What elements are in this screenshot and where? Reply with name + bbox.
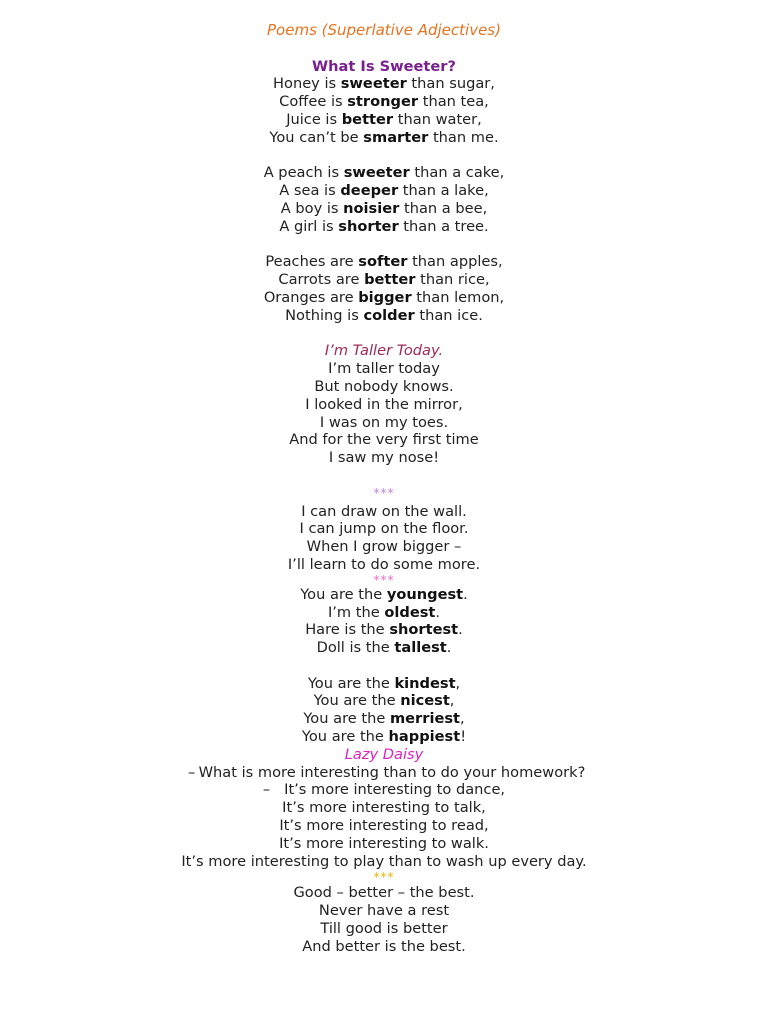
poem-line: You are the merriest,	[303, 710, 465, 728]
poem-line: I was on my toes.	[319, 413, 449, 431]
poem-line: When I grow bigger –	[306, 538, 462, 556]
poem-line: It’s more interesting to talk,	[282, 799, 486, 817]
poem-line: You are the youngest.	[300, 585, 468, 603]
poem-line: It’s more interesting to read,	[279, 817, 489, 835]
poem-line: I’m taller today	[328, 360, 440, 378]
poem-line: A boy is noisier than a bee,	[280, 199, 488, 217]
spacer	[0, 657, 768, 675]
poem-line: Peaches are softer than apples,	[265, 253, 503, 271]
poem-line-dialogue: – What is more interesting than to do your homework?	[188, 763, 586, 781]
spacer	[0, 236, 768, 254]
poem-line: It’s more interesting to walk.	[279, 834, 489, 852]
poem-line: Honey is sweeter than sugar,	[273, 75, 495, 93]
poem-line: I’ll learn to do some more.	[287, 555, 481, 573]
poem-line: A girl is shorter than a tree.	[279, 217, 489, 235]
poem-line: I can draw on the wall.	[301, 502, 467, 520]
poem-line: I’m the oldest.	[327, 603, 441, 621]
poem-line: You are the kindest,	[307, 674, 461, 692]
poem-line: Nothing is colder than ice.	[285, 306, 483, 324]
stars-divider: ***	[373, 572, 395, 587]
poem-line: Coffee is stronger than tea,	[279, 93, 489, 111]
poem-line: You are the happiest!	[301, 728, 467, 746]
poem-line: Till good is better	[320, 920, 448, 938]
dash-marker: –	[188, 763, 196, 781]
document-title: Poems (Superlative Adjectives)	[267, 21, 501, 39]
spacer	[0, 147, 768, 165]
poem2-heading: I’m Taller Today.	[324, 342, 444, 360]
poem1-heading: What Is Sweeter?	[312, 57, 456, 75]
poem-line: Doll is the tallest.	[316, 639, 452, 657]
poem-line: But nobody knows.	[314, 377, 454, 395]
poem-line: A sea is deeper than a lake,	[279, 182, 489, 200]
poem3-heading: Lazy Daisy	[344, 745, 424, 763]
spacer	[0, 467, 768, 485]
poem-line-dialogue: – It’s more interesting to dance,	[262, 781, 506, 799]
stars-divider: ***	[373, 485, 395, 500]
poem-line: Never have a rest	[318, 902, 450, 920]
poem-line: Juice is better than water,	[286, 110, 482, 128]
spacer	[0, 40, 768, 58]
poem-line: You can’t be smarter than me.	[269, 128, 499, 146]
spacer	[0, 325, 768, 343]
poem-line: And for the very first time	[289, 431, 479, 449]
dash-marker: –	[262, 781, 271, 799]
poem-line: Hare is the shortest.	[305, 621, 463, 639]
poem-line: I can jump on the floor.	[299, 520, 469, 538]
poem-line: It’s more interesting to play than to wash up every day.	[181, 852, 587, 870]
poem-line: And better is the best.	[302, 937, 466, 955]
poem-line: I saw my nose!	[328, 449, 440, 467]
poem-line: Good – better – the best.	[293, 884, 475, 902]
poem-line: You are the nicest,	[313, 692, 455, 710]
poem-line: A peach is sweeter than a cake,	[263, 164, 505, 182]
stars-divider: ***	[373, 870, 395, 885]
poem-line: Oranges are bigger than lemon,	[263, 288, 505, 306]
document-page	[0, 22, 768, 956]
poem-line: Carrots are better than rice,	[278, 271, 490, 289]
poem-line: I looked in the mirror,	[305, 395, 463, 413]
